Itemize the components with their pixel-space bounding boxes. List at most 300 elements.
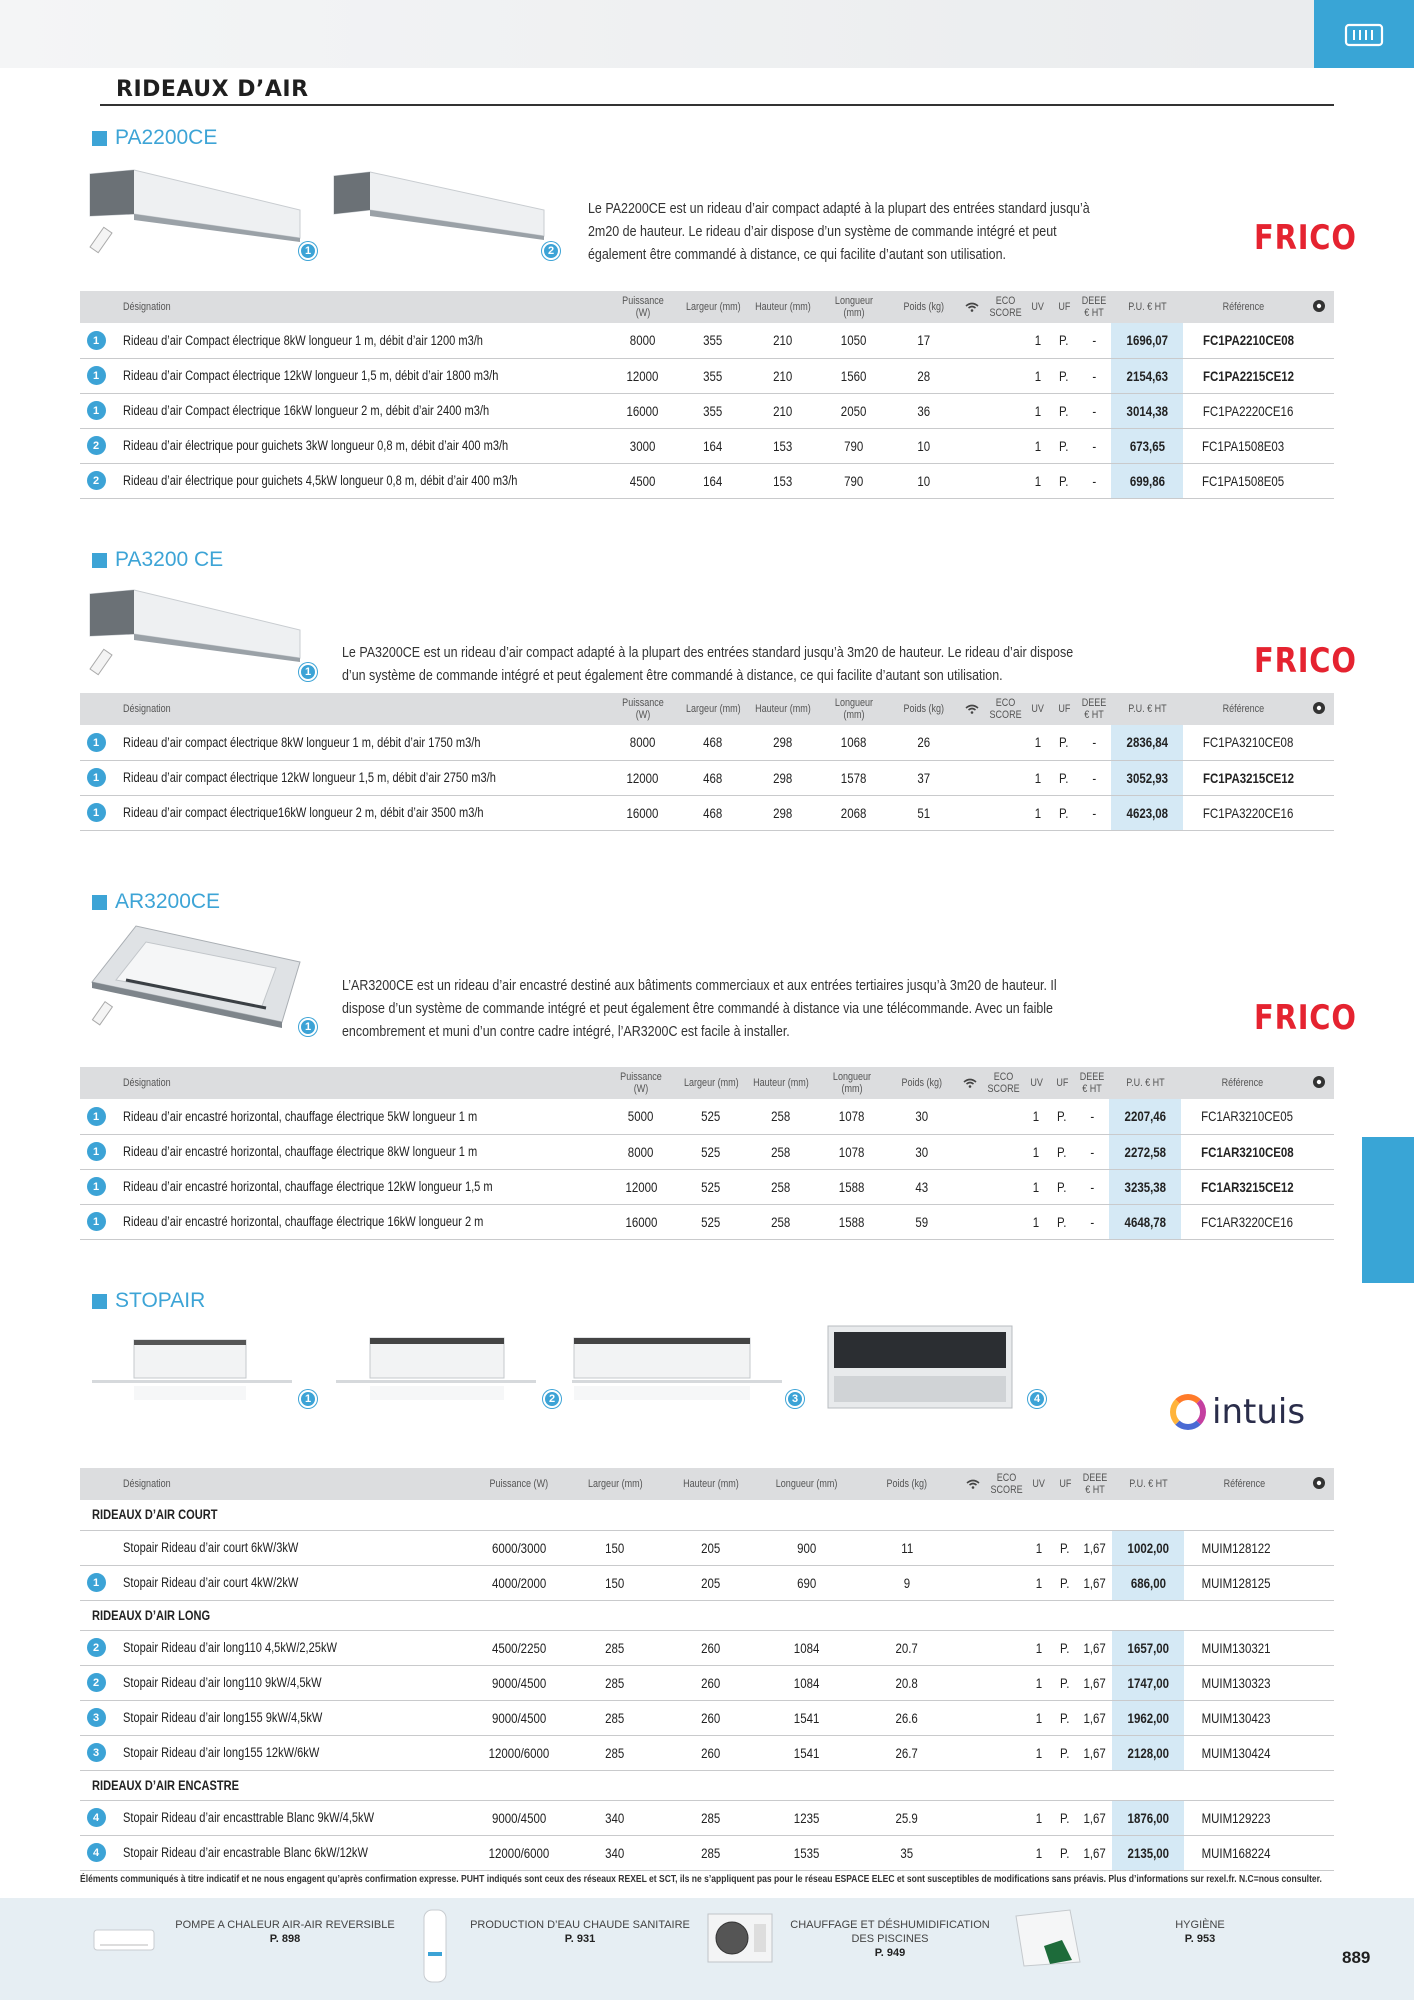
side-index-tab[interactable] xyxy=(1362,1137,1414,1283)
section-marker xyxy=(92,553,107,568)
row-uv: 1 xyxy=(1026,1735,1052,1770)
row-options xyxy=(1304,725,1334,760)
page-title: RIDEAUX D’AIR xyxy=(116,77,309,102)
row-weight: 9 xyxy=(855,1565,959,1600)
row-reference[interactable]: MUIM128122 xyxy=(1184,1530,1304,1565)
table-row[interactable] xyxy=(80,1134,1334,1169)
row-power: 5000 xyxy=(606,1099,676,1134)
row-uf: P. xyxy=(1051,463,1077,498)
row-reference[interactable]: MUIM130323 xyxy=(1184,1665,1304,1700)
row-badge: 4 xyxy=(80,1835,112,1870)
row-price: 1657,00 xyxy=(1112,1630,1184,1665)
row-reference[interactable]: FC1AR3220CE16 xyxy=(1181,1204,1304,1239)
col-weight: Poids (kg) xyxy=(855,1468,959,1500)
col-reference: Référence xyxy=(1184,1468,1304,1500)
row-power: 16000 xyxy=(608,795,678,830)
table-row[interactable] xyxy=(80,358,1334,393)
row-options xyxy=(1304,323,1334,358)
row-deee: - xyxy=(1077,760,1111,795)
row-options xyxy=(1304,1735,1334,1770)
col-uv: UV xyxy=(1023,1067,1049,1099)
spec-table-stopair xyxy=(80,1468,1334,1871)
row-connected xyxy=(956,1134,984,1169)
row-designation: Rideau d’air encastré horizontal, chauffage électrique 12kW longueur 1,5 m xyxy=(112,1169,606,1204)
row-deee: - xyxy=(1075,1099,1109,1134)
product-image-stopair-3 xyxy=(572,1334,782,1406)
col-uv: UV xyxy=(1025,693,1051,725)
row-options xyxy=(1304,795,1334,830)
row-height: 285 xyxy=(663,1835,759,1870)
col-power: Puissance (W) xyxy=(471,1468,567,1500)
row-deee: 1,67 xyxy=(1078,1735,1112,1770)
row-length: 2050 xyxy=(818,393,890,428)
row-uv: 1 xyxy=(1026,1700,1052,1735)
row-uv: 1 xyxy=(1025,393,1051,428)
section-title-ar3200ce xyxy=(92,890,220,914)
col-deee: DEEE € HT xyxy=(1077,693,1111,725)
row-uf: P. xyxy=(1052,1530,1078,1565)
row-options xyxy=(1304,1665,1334,1700)
row-designation: Rideau d’air Compact électrique 8kW longueur 1 m, débit d’air 1200 m3/h xyxy=(112,323,608,358)
row-eco xyxy=(987,1700,1026,1735)
col-connected xyxy=(959,1468,987,1500)
row-options xyxy=(1304,463,1334,498)
row-reference[interactable]: FC1PA2210CE08 xyxy=(1183,323,1304,358)
heat-pump-thumbnail[interactable] xyxy=(92,1918,156,1962)
row-power: 12000 xyxy=(608,358,678,393)
row-deee: - xyxy=(1077,393,1111,428)
row-badge: 1 xyxy=(80,323,112,358)
row-length: 690 xyxy=(759,1565,855,1600)
row-badge: 1 xyxy=(80,795,112,830)
row-weight: 20.7 xyxy=(855,1630,959,1665)
col-unit-price: P.U. € HT xyxy=(1112,1468,1184,1500)
col-height: Hauteur (mm) xyxy=(746,1067,816,1099)
row-connected xyxy=(958,725,986,760)
row-connected xyxy=(958,463,986,498)
table-row[interactable] xyxy=(80,1530,1334,1565)
hand-dryer-icon xyxy=(1010,1906,1086,1970)
row-eco xyxy=(987,1665,1026,1700)
row-uf: P. xyxy=(1051,323,1077,358)
row-deee: - xyxy=(1075,1169,1109,1204)
table-row[interactable] xyxy=(80,1665,1334,1700)
row-eco xyxy=(986,323,1025,358)
table-row[interactable] xyxy=(80,1835,1334,1870)
row-uf: P. xyxy=(1052,1800,1078,1835)
row-price: 3052,93 xyxy=(1111,760,1183,795)
row-badge: 2 xyxy=(80,428,112,463)
related-link-hygiene[interactable]: HYGIÈNE P. 953 xyxy=(1175,1919,1225,1945)
row-height: 205 xyxy=(663,1565,759,1600)
row-reference[interactable]: MUIM130424 xyxy=(1184,1735,1304,1770)
row-height: 205 xyxy=(663,1530,759,1565)
row-designation: Stopair Rideau d’air court 4kW/2kW xyxy=(112,1565,471,1600)
col-length: Longueur (mm) xyxy=(816,1067,888,1099)
col-uv: UV xyxy=(1026,1468,1052,1500)
row-reference[interactable]: FC1PA3215CE12 xyxy=(1183,760,1304,795)
row-reference[interactable]: MUIM130321 xyxy=(1184,1630,1304,1665)
row-reference[interactable]: FC1PA1508E05 xyxy=(1183,463,1304,498)
row-width: 355 xyxy=(678,323,748,358)
table-row[interactable] xyxy=(80,323,1334,358)
row-badge: 1 xyxy=(80,725,112,760)
intuis-ring-icon xyxy=(1170,1394,1206,1430)
row-eco xyxy=(986,725,1025,760)
section-title-text: STOPAIR xyxy=(115,1289,206,1312)
wifi-icon xyxy=(965,704,979,714)
row-uf: P. xyxy=(1052,1565,1078,1600)
row-deee: - xyxy=(1075,1204,1109,1239)
row-weight: 26.7 xyxy=(855,1735,959,1770)
row-price: 1747,00 xyxy=(1112,1665,1184,1700)
row-uf: P. xyxy=(1051,760,1077,795)
row-length: 1084 xyxy=(759,1665,855,1700)
row-designation: Stopair Rideau d’air long155 9kW/4,5kW xyxy=(112,1700,471,1735)
table-row[interactable] xyxy=(80,1204,1334,1239)
row-eco xyxy=(987,1835,1026,1870)
col-length: Longueur (mm) xyxy=(818,693,890,725)
row-options xyxy=(1304,1565,1334,1600)
row-weight: 26 xyxy=(890,725,958,760)
row-badge: 3 xyxy=(80,1700,112,1735)
row-designation: Rideau d’air encastré horizontal, chauffage électrique 8kW longueur 1 m xyxy=(112,1134,606,1169)
row-height: 210 xyxy=(748,323,818,358)
row-connected xyxy=(958,323,986,358)
related-link-heat-pump[interactable]: POMPE A CHALEUR AIR-AIR REVERSIBLE P. 898 xyxy=(175,1919,395,1945)
table-row[interactable] xyxy=(80,1735,1334,1770)
col-eco-score: ECO SCORE xyxy=(986,291,1025,323)
row-weight: 10 xyxy=(890,428,958,463)
table-group-header xyxy=(80,1600,1334,1630)
row-weight: 36 xyxy=(890,393,958,428)
outdoor-unit-icon xyxy=(704,1908,776,1968)
row-uf: P. xyxy=(1051,428,1077,463)
row-connected xyxy=(959,1735,987,1770)
row-designation: Rideau d’air Compact électrique 16kW longueur 2 m, débit d’air 2400 m3/h xyxy=(112,393,608,428)
row-uv: 1 xyxy=(1023,1134,1049,1169)
row-power: 9000/4500 xyxy=(471,1700,567,1735)
row-deee: - xyxy=(1077,795,1111,830)
row-deee: - xyxy=(1077,725,1111,760)
row-deee: - xyxy=(1077,358,1111,393)
row-width: 525 xyxy=(676,1204,746,1239)
row-length: 2068 xyxy=(818,795,890,830)
table-header-row xyxy=(80,1067,1334,1099)
table-group-header xyxy=(80,1500,1334,1530)
row-uv: 1 xyxy=(1026,1665,1052,1700)
col-weight: Poids (kg) xyxy=(890,693,958,725)
row-uf: P. xyxy=(1052,1700,1078,1735)
row-power: 4500/2250 xyxy=(471,1630,567,1665)
row-connected xyxy=(959,1665,987,1700)
row-height: 298 xyxy=(748,795,818,830)
table-row[interactable] xyxy=(80,1700,1334,1735)
row-uv: 1 xyxy=(1023,1204,1049,1239)
row-designation: Rideau d’air compact électrique 8kW longueur 1 m, débit d’air 1750 m3/h xyxy=(112,725,608,760)
row-uf: P. xyxy=(1052,1630,1078,1665)
row-badge: 1 xyxy=(80,1204,112,1239)
category-tab[interactable] xyxy=(1314,0,1414,68)
row-width: 340 xyxy=(567,1835,663,1870)
row-weight: 26.6 xyxy=(855,1700,959,1735)
row-reference[interactable]: MUIM168224 xyxy=(1184,1835,1304,1870)
row-power: 8000 xyxy=(608,725,678,760)
row-options xyxy=(1304,1169,1334,1204)
row-badge: 1 xyxy=(80,1099,112,1134)
col-connected xyxy=(956,1067,984,1099)
row-uv: 1 xyxy=(1025,795,1051,830)
row-price: 699,86 xyxy=(1111,463,1183,498)
table-row[interactable] xyxy=(80,1565,1334,1600)
table-row[interactable] xyxy=(80,1630,1334,1665)
row-length: 1050 xyxy=(818,323,890,358)
row-uv: 1 xyxy=(1026,1630,1052,1665)
table-row[interactable] xyxy=(80,795,1334,830)
row-options xyxy=(1304,1630,1334,1665)
row-eco xyxy=(986,428,1025,463)
section-marker xyxy=(92,131,107,146)
table-header-row xyxy=(80,693,1334,725)
col-uf: UF xyxy=(1052,1468,1078,1500)
row-designation: Stopair Rideau d’air encasttrable Blanc 9kW/4,5kW xyxy=(112,1800,471,1835)
row-reference[interactable]: MUIM128125 xyxy=(1184,1565,1304,1600)
col-eco-score: ECO SCORE xyxy=(987,1468,1026,1500)
col-height: Hauteur (mm) xyxy=(748,291,818,323)
gear-icon xyxy=(1312,1476,1326,1490)
row-eco xyxy=(987,1735,1026,1770)
row-options xyxy=(1304,1530,1334,1565)
row-height: 210 xyxy=(748,393,818,428)
row-uf: P. xyxy=(1049,1099,1075,1134)
row-length: 1535 xyxy=(759,1835,855,1870)
row-designation: Stopair Rideau d’air long110 4,5kW/2,25kW xyxy=(112,1630,471,1665)
row-width: 355 xyxy=(678,358,748,393)
intuis-logo xyxy=(1170,1392,1305,1432)
table-row[interactable] xyxy=(80,1169,1334,1204)
row-reference[interactable]: FC1PA3220CE16 xyxy=(1183,795,1304,830)
col-designation: Désignation xyxy=(80,291,608,323)
row-options xyxy=(1304,1835,1334,1870)
row-designation: Stopair Rideau d’air encastrable Blanc 6kW/12kW xyxy=(112,1835,471,1870)
image-number-badge: 3 xyxy=(786,1390,804,1408)
frico-logo: FRICO xyxy=(1254,998,1357,1038)
row-reference[interactable]: FC1PA3210CE08 xyxy=(1183,725,1304,760)
row-badge: 2 xyxy=(80,1630,112,1665)
row-connected xyxy=(958,795,986,830)
col-unit-price: P.U. € HT xyxy=(1109,1067,1181,1099)
row-reference[interactable]: FC1AR3215CE12 xyxy=(1181,1169,1304,1204)
col-width: Largeur (mm) xyxy=(676,1067,746,1099)
col-width: Largeur (mm) xyxy=(678,291,748,323)
row-badge: 1 xyxy=(80,393,112,428)
row-price: 3014,38 xyxy=(1111,393,1183,428)
row-uf: P. xyxy=(1051,393,1077,428)
row-height: 260 xyxy=(663,1700,759,1735)
row-power: 12000 xyxy=(606,1169,676,1204)
row-connected xyxy=(958,428,986,463)
row-height: 258 xyxy=(746,1169,816,1204)
col-unit-price: P.U. € HT xyxy=(1111,693,1183,725)
row-uv: 1 xyxy=(1025,428,1051,463)
row-options xyxy=(1304,1800,1334,1835)
table-group-header xyxy=(80,1770,1334,1800)
row-designation: Rideau d’air encastré horizontal, chauffage électrique 16kW longueur 2 m xyxy=(112,1204,606,1239)
row-weight: 28 xyxy=(890,358,958,393)
image-number-badge: 1 xyxy=(299,1390,317,1408)
row-badge: 1 xyxy=(80,1134,112,1169)
row-price: 2154,63 xyxy=(1111,358,1183,393)
water-heater-icon xyxy=(420,1906,450,1986)
row-badge: 4 xyxy=(80,1800,112,1835)
section-description: Le PA2200CE est un rideau d’air compact adapté à la plupart des entrées standard jusqu’à 2m20 de hauteur. Le rideau d’air dispose d’un système de commande intégré et peut également être commandé à distance, ce qui facilite d’autant son utilisation. xyxy=(588,201,1090,263)
row-reference[interactable]: FC1PA1508E03 xyxy=(1183,428,1304,463)
row-power: 12000/6000 xyxy=(471,1835,567,1870)
product-image-pa2200ce-1 xyxy=(86,168,306,260)
table-row[interactable] xyxy=(80,428,1334,463)
row-power: 12000 xyxy=(608,760,678,795)
group-title: RIDEAUX D’AIR LONG xyxy=(80,1600,1334,1630)
col-uf: UF xyxy=(1051,693,1077,725)
table-row[interactable] xyxy=(80,725,1334,760)
row-reference[interactable]: MUIM130423 xyxy=(1184,1700,1304,1735)
table-row[interactable] xyxy=(80,463,1334,498)
row-eco xyxy=(984,1099,1023,1134)
row-price: 4623,08 xyxy=(1111,795,1183,830)
row-eco xyxy=(987,1565,1026,1600)
col-options xyxy=(1304,693,1334,725)
col-weight: Poids (kg) xyxy=(890,291,958,323)
row-power: 6000/3000 xyxy=(471,1530,567,1565)
table-row[interactable] xyxy=(80,760,1334,795)
row-designation: Stopair Rideau d’air long155 12kW/6kW xyxy=(112,1735,471,1770)
row-width: 150 xyxy=(567,1530,663,1565)
col-reference: Référence xyxy=(1181,1067,1304,1099)
row-price: 2207,46 xyxy=(1109,1099,1181,1134)
pool-heat-pump-thumbnail[interactable] xyxy=(704,1908,776,1968)
row-designation: Rideau d’air encastré horizontal, chauffage électrique 5kW longueur 1 m xyxy=(112,1099,606,1134)
top-banner xyxy=(0,0,1414,68)
row-designation: Rideau d’air Compact électrique 12kW longueur 1,5 m, débit d’air 1800 m3/h xyxy=(112,358,608,393)
row-height: 210 xyxy=(748,358,818,393)
table-row[interactable] xyxy=(80,1800,1334,1835)
row-eco xyxy=(986,358,1025,393)
spec-table-pa2200ce xyxy=(80,291,1334,499)
row-width: 164 xyxy=(678,463,748,498)
row-badge: 3 xyxy=(80,1735,112,1770)
row-uv: 1 xyxy=(1026,1835,1052,1870)
table-header-row xyxy=(80,1468,1334,1500)
row-length: 1078 xyxy=(816,1134,888,1169)
row-height: 298 xyxy=(748,725,818,760)
row-length: 1235 xyxy=(759,1800,855,1835)
row-price: 686,00 xyxy=(1112,1565,1184,1600)
row-uv: 1 xyxy=(1026,1800,1052,1835)
row-uf: P. xyxy=(1051,358,1077,393)
row-height: 153 xyxy=(748,463,818,498)
row-power: 8000 xyxy=(608,323,678,358)
row-connected xyxy=(958,393,986,428)
row-power: 9000/4500 xyxy=(471,1665,567,1700)
row-options xyxy=(1304,760,1334,795)
row-reference[interactable]: FC1PA2215CE12 xyxy=(1183,358,1304,393)
row-power: 16000 xyxy=(608,393,678,428)
row-weight: 25.9 xyxy=(855,1800,959,1835)
col-power: Puissance (W) xyxy=(606,1067,676,1099)
row-options xyxy=(1304,1099,1334,1134)
row-uv: 1 xyxy=(1023,1099,1049,1134)
row-options xyxy=(1304,393,1334,428)
related-link-hot-water[interactable]: PRODUCTION D’EAU CHAUDE SANITAIRE P. 931 xyxy=(470,1919,690,1945)
air-conditioner-icon xyxy=(92,1918,156,1962)
row-options xyxy=(1304,428,1334,463)
row-eco xyxy=(987,1630,1026,1665)
row-reference[interactable]: MUIM129223 xyxy=(1184,1800,1304,1835)
row-badge: 1 xyxy=(80,1565,112,1600)
section-title-stopair xyxy=(92,1289,205,1313)
row-weight: 35 xyxy=(855,1835,959,1870)
spec-table-ar3200ce xyxy=(80,1067,1334,1240)
row-weight: 30 xyxy=(888,1099,956,1134)
table-row[interactable] xyxy=(80,1099,1334,1134)
row-uf: P. xyxy=(1051,795,1077,830)
row-reference[interactable]: FC1PA2220CE16 xyxy=(1183,393,1304,428)
row-reference[interactable]: FC1AR3210CE08 xyxy=(1181,1134,1304,1169)
row-options xyxy=(1304,1700,1334,1735)
col-designation: Désignation xyxy=(80,1468,471,1500)
row-uf: P. xyxy=(1052,1735,1078,1770)
row-deee: - xyxy=(1077,428,1111,463)
col-uf: UF xyxy=(1049,1067,1075,1099)
row-designation: Stopair Rideau d’air court 6kW/3kW xyxy=(112,1530,471,1565)
row-deee: 1,67 xyxy=(1078,1835,1112,1870)
row-width: 285 xyxy=(567,1665,663,1700)
col-unit-price: P.U. € HT xyxy=(1111,291,1183,323)
row-badge: 2 xyxy=(80,463,112,498)
row-weight: 20.8 xyxy=(855,1665,959,1700)
product-image-ar3200ce xyxy=(86,922,306,1034)
row-options xyxy=(1304,358,1334,393)
row-height: 260 xyxy=(663,1665,759,1700)
related-link-pool[interactable]: CHAUFFAGE ET DÉSHUMIDIFICATION DES PISCINES P. 949 xyxy=(790,1919,990,1959)
row-uv: 1 xyxy=(1025,358,1051,393)
hygiene-thumbnail[interactable] xyxy=(1010,1906,1086,1970)
row-width: 468 xyxy=(678,795,748,830)
table-row[interactable] xyxy=(80,393,1334,428)
row-width: 525 xyxy=(676,1169,746,1204)
gear-icon xyxy=(1312,1075,1326,1089)
col-options xyxy=(1304,291,1334,323)
frico-logo: FRICO xyxy=(1254,218,1357,258)
product-image-stopair-1 xyxy=(92,1334,292,1406)
water-heater-thumbnail[interactable] xyxy=(420,1906,450,1986)
row-weight: 11 xyxy=(855,1530,959,1565)
row-connected xyxy=(959,1835,987,1870)
row-deee: - xyxy=(1075,1134,1109,1169)
row-reference[interactable]: FC1AR3210CE05 xyxy=(1181,1099,1304,1134)
row-badge: 2 xyxy=(80,1665,112,1700)
row-uv: 1 xyxy=(1025,323,1051,358)
row-power: 4000/2000 xyxy=(471,1565,567,1600)
row-eco xyxy=(987,1530,1026,1565)
row-height: 260 xyxy=(663,1735,759,1770)
row-width: 164 xyxy=(678,428,748,463)
row-connected xyxy=(958,760,986,795)
product-image-stopair-2 xyxy=(336,1334,536,1406)
row-connected xyxy=(956,1169,984,1204)
row-deee: - xyxy=(1077,323,1111,358)
row-designation: Rideau d’air électrique pour guichets 3kW longueur 0,8 m, débit d’air 400 m3/h xyxy=(112,428,608,463)
